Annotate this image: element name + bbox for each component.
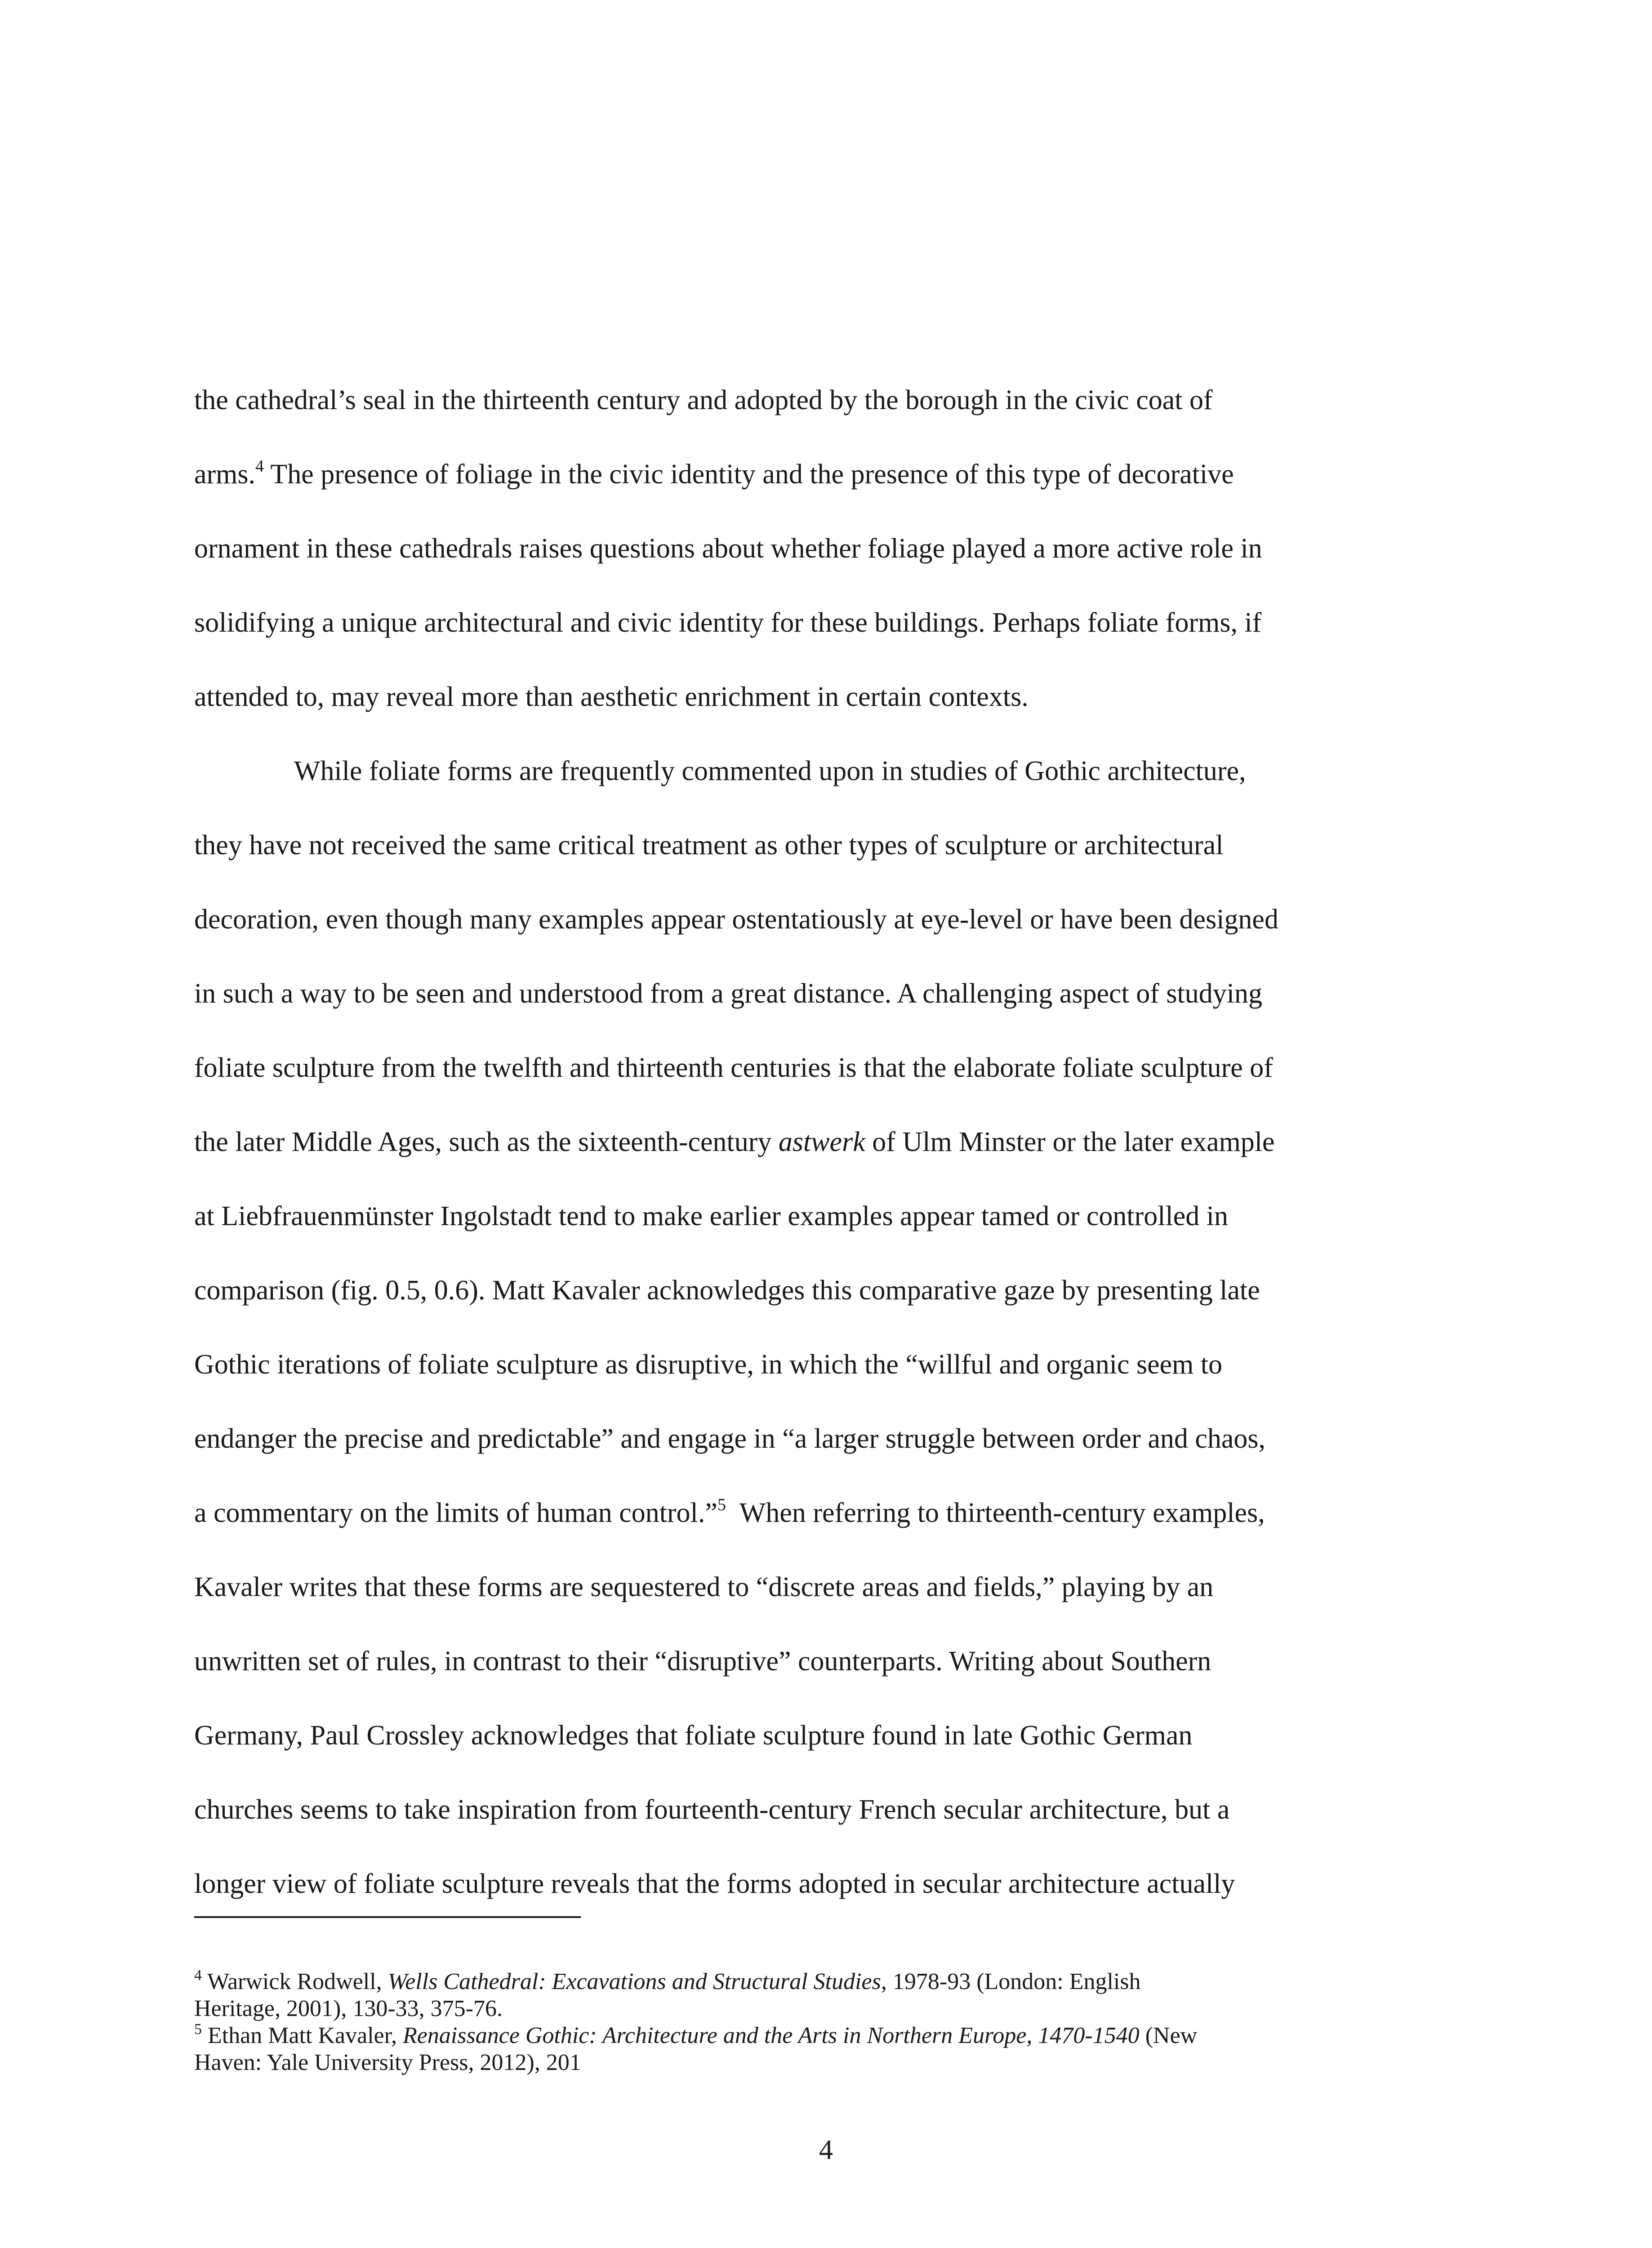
italic-title: Wells Cathedral: Excavations and Structural Studies xyxy=(387,1969,881,1994)
text-run: Gothic iterations of foliate sculpture as disruptive, in which the “willful and organic seem to xyxy=(194,1349,1223,1380)
text-run: at Liebfrauenmünster Ingolstadt tend to make earlier examples appear tamed or controlled in xyxy=(194,1201,1228,1231)
text-line xyxy=(194,1773,1448,1847)
body-text xyxy=(194,363,1448,1921)
text-line xyxy=(194,1179,1448,1253)
text-run: While foliate forms are frequently commented upon in studies of Gothic architecture, xyxy=(294,756,1246,786)
italic-term: astwerk xyxy=(778,1127,865,1157)
text-line xyxy=(194,1253,1448,1328)
text-line xyxy=(194,957,1448,1031)
footnote-number: 5 xyxy=(194,2021,202,2038)
text-run: Germany, Paul Crossley acknowledges that foliate sculpture found in late Gothic German xyxy=(194,1720,1193,1751)
text-run: (New xyxy=(1139,2023,1198,2048)
text-line xyxy=(194,1402,1448,1476)
footnote-4 xyxy=(194,1968,1448,1995)
text-line xyxy=(194,1847,1448,1921)
footnote-ref-5[interactable]: 5 xyxy=(717,1495,726,1514)
text-run: churches seems to take inspiration from fourteenth-century French secular architecture, but a xyxy=(194,1794,1230,1825)
text-run: Haven: Yale University Press, 2012), 201 xyxy=(194,2050,581,2075)
text-line xyxy=(194,1476,1448,1550)
text-run: decoration, even though many examples appear ostentatiously at eye-level or have been designed xyxy=(194,904,1278,935)
text-line xyxy=(194,1550,1448,1624)
text-run: unwritten set of rules, in contrast to their “disruptive” counterparts. Writing about Southern xyxy=(194,1646,1211,1677)
text-line xyxy=(194,1105,1448,1179)
text-line xyxy=(194,808,1448,883)
text-run: comparison (fig. 0.5, 0.6). Matt Kavaler acknowledges this comparative gaze by presenting late xyxy=(194,1275,1260,1306)
paragraph-start-line xyxy=(194,734,1448,808)
footnote-5 xyxy=(194,2022,1448,2049)
text-run: the later Middle Ages, such as the sixteenth-century xyxy=(194,1127,779,1157)
footnote-separator xyxy=(194,1916,581,1918)
text-run: solidifying a unique architectural and civic identity for these buildings. Perhaps foliate forms, if xyxy=(194,607,1262,638)
text-line xyxy=(194,512,1448,586)
text-line xyxy=(194,1328,1448,1402)
page-number: 4 xyxy=(819,2135,833,2165)
text-line xyxy=(194,437,1448,512)
text-run: they have not received the same critical treatment as other types of sculpture or architectural xyxy=(194,830,1224,861)
text-run: endanger the precise and predictable” and engage in “a larger struggle between order and chaos, xyxy=(194,1423,1266,1454)
text-line xyxy=(194,586,1448,660)
text-run: When referring to thirteenth-century examples, xyxy=(726,1498,1265,1528)
text-run: the cathedral’s seal in the thirteenth century and adopted by the borough in the civic coat of xyxy=(194,385,1213,415)
text-line xyxy=(194,1624,1448,1699)
text-run: The presence of foliage in the civic identity and the presence of this type of decorative xyxy=(264,459,1234,490)
text-line xyxy=(194,660,1448,734)
text-run: , 1978-93 (London: English xyxy=(881,1969,1141,1994)
footnote-ref-4[interactable]: 4 xyxy=(255,457,264,476)
text-line xyxy=(194,363,1448,437)
text-line xyxy=(194,1699,1448,1773)
text-run: Heritage, 2001), 130-33, 375-76. xyxy=(194,1996,503,2021)
text-run: ornament in these cathedrals raises questions about whether foliage played a more active role in xyxy=(194,533,1262,564)
text-run: attended to, may reveal more than aesthetic enrichment in certain contexts. xyxy=(194,682,1029,712)
text-run: of Ulm Minster or the later example xyxy=(865,1127,1275,1157)
text-run: arms. xyxy=(194,459,256,490)
footnote-number: 4 xyxy=(194,1967,202,1984)
text-run: foliate sculpture from the twelfth and thirteenth centuries is that the elaborate foliate sculpture of xyxy=(194,1053,1273,1083)
text-run: Kavaler writes that these forms are sequestered to “discrete areas and fields,” playing by an xyxy=(194,1572,1214,1602)
text-run: longer view of foliate sculpture reveals that the forms adopted in secular architecture actually xyxy=(194,1869,1235,1899)
footnote-4-cont xyxy=(194,1995,1448,2022)
text-run: in such a way to be seen and understood from a great distance. A challenging aspect of studying xyxy=(194,978,1263,1009)
footnote-5-cont xyxy=(194,2049,1448,2076)
text-line xyxy=(194,1031,1448,1105)
footnotes xyxy=(194,1968,1448,2076)
italic-title: Renaissance Gothic: Architecture and the Arts in Northern Europe, 1470-1540 xyxy=(402,2023,1140,2048)
text-line xyxy=(194,883,1448,957)
text-run: a commentary on the limits of human control.” xyxy=(194,1498,717,1528)
text-run: Ethan Matt Kavaler, xyxy=(202,2023,403,2048)
text-run: Warwick Rodwell, xyxy=(202,1969,388,1994)
